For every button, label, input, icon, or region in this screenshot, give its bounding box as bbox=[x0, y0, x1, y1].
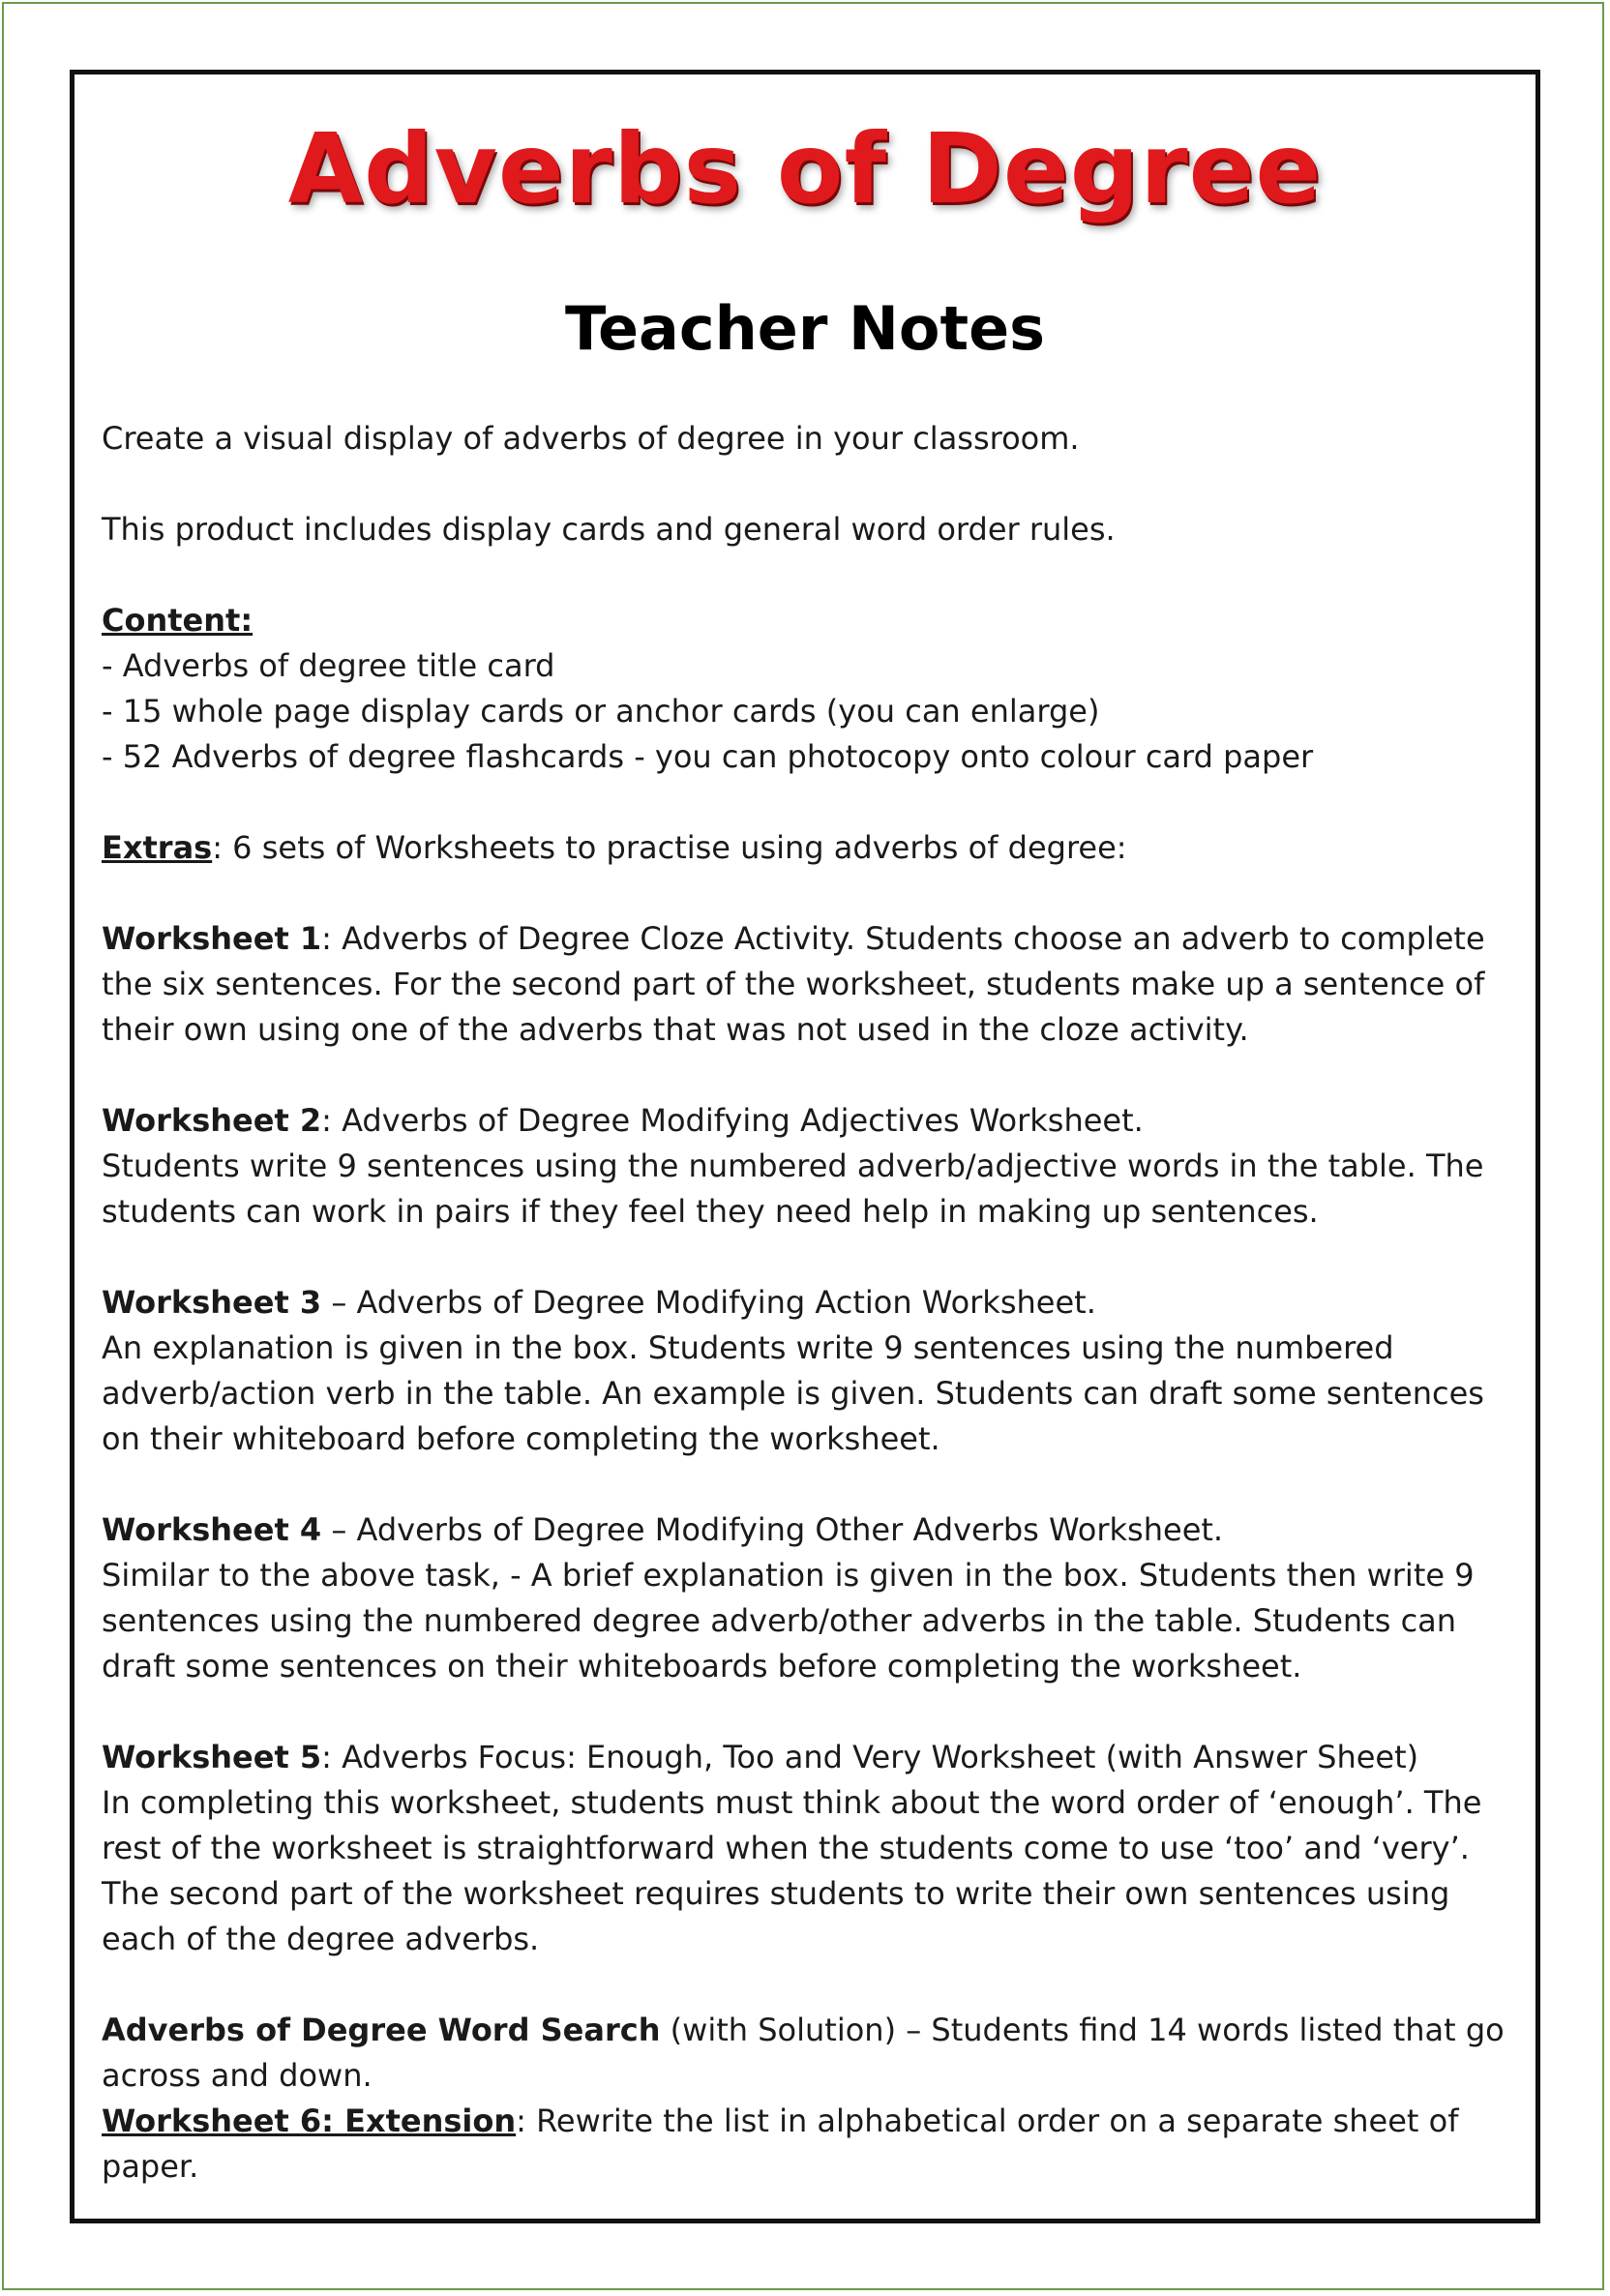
worksheet-body: Similar to the above task, - A brief explanation is given in the box. Students then write 9 sentences using the numbered degree adverb/other adverbs in the table. Students can draft some sentences on their whiteboards before completing the worksheet. bbox=[102, 1557, 1475, 1685]
worksheet-body: An explanation is given in the box. Students write 9 sentences using the numbered adverb/action verb in the table. An example is given. Students can draft some sentences on their whiteboard before completing the worksheet. bbox=[102, 1329, 1484, 1457]
worksheet-1 bbox=[102, 916, 1509, 1053]
worksheet-label: Worksheet 3 bbox=[102, 1284, 322, 1321]
worksheet-text: : Adverbs Focus: Enough, Too and Very Worksheet (with Answer Sheet) bbox=[321, 1739, 1419, 1775]
content-item: - Adverbs of degree title card bbox=[102, 647, 555, 684]
intro-line-2: This product includes display cards and general word order rules. bbox=[102, 511, 1116, 548]
word-search-text: (with Solution) – Students find 14 words listed that go across and down. bbox=[102, 2012, 1505, 2094]
word-search-label: Adverbs of Degree Word Search bbox=[102, 2012, 661, 2048]
subtitle: Teacher Notes bbox=[564, 293, 1046, 364]
extras-text: : 6 sets of Worksheets to practise using adverbs of degree: bbox=[212, 829, 1127, 866]
worksheet-label: Worksheet 2 bbox=[102, 1102, 322, 1139]
intro-line-1: Create a visual display of adverbs of degree in your classroom. bbox=[102, 420, 1080, 457]
word-search-paragraph bbox=[102, 2008, 1509, 2099]
worksheet-label: Worksheet 4 bbox=[102, 1511, 322, 1548]
worksheet-body: Students write 9 sentences using the numbered adverb/adjective words in the table. The students can work in pairs if they feel they need help in making up sentences. bbox=[102, 1148, 1484, 1230]
worksheet-3 bbox=[102, 1280, 1509, 1462]
extras-label: Extras bbox=[102, 829, 213, 866]
worksheet-body: In completing this worksheet, students must think about the word order of ‘enough’. The rest of the worksheet is straightforward when the students come to use ‘too’ and ‘very’. The second part of the worksheet requires students to write their own sentences using each of the degree adverbs. bbox=[102, 1784, 1482, 1957]
worksheet-text: : Adverbs of Degree Modifying Adjectives Worksheet. bbox=[321, 1102, 1144, 1139]
worksheet-label: Worksheet 5 bbox=[102, 1739, 322, 1775]
extras-paragraph bbox=[102, 825, 1509, 871]
worksheet-6 bbox=[102, 2099, 1509, 2190]
worksheet-label: Worksheet 1 bbox=[102, 920, 322, 957]
worksheet-text: – Adverbs of Degree Modifying Action Worksheet. bbox=[321, 1284, 1096, 1321]
worksheet-5 bbox=[102, 1735, 1509, 1962]
content-section bbox=[102, 598, 1509, 780]
worksheet6-text: : Rewrite the list in alphabetical order on a separate sheet of paper. bbox=[102, 2102, 1459, 2185]
content-item: - 52 Adverbs of degree flashcards - you can photocopy onto colour card paper bbox=[102, 738, 1314, 775]
worksheet-2 bbox=[102, 1098, 1509, 1235]
worksheet6-label: Worksheet 6: Extension bbox=[102, 2102, 517, 2139]
worksheet-4 bbox=[102, 1507, 1509, 1689]
worksheet-text: – Adverbs of Degree Modifying Other Adverbs Worksheet. bbox=[321, 1511, 1224, 1548]
notes-content bbox=[102, 416, 1509, 2190]
page-title: Adverbs of Degree bbox=[287, 112, 1323, 225]
content-heading: Content: bbox=[102, 602, 253, 639]
content-item: - 15 whole page display cards or anchor cards (you can enlarge) bbox=[102, 693, 1100, 730]
worksheet-text: : Adverbs of Degree Cloze Activity. Students choose an adverb to complete the six sentences. For the second part of the worksheet, students make up a sentence of their own using one of the adverbs that was not used in the cloze activity. bbox=[102, 920, 1485, 1048]
